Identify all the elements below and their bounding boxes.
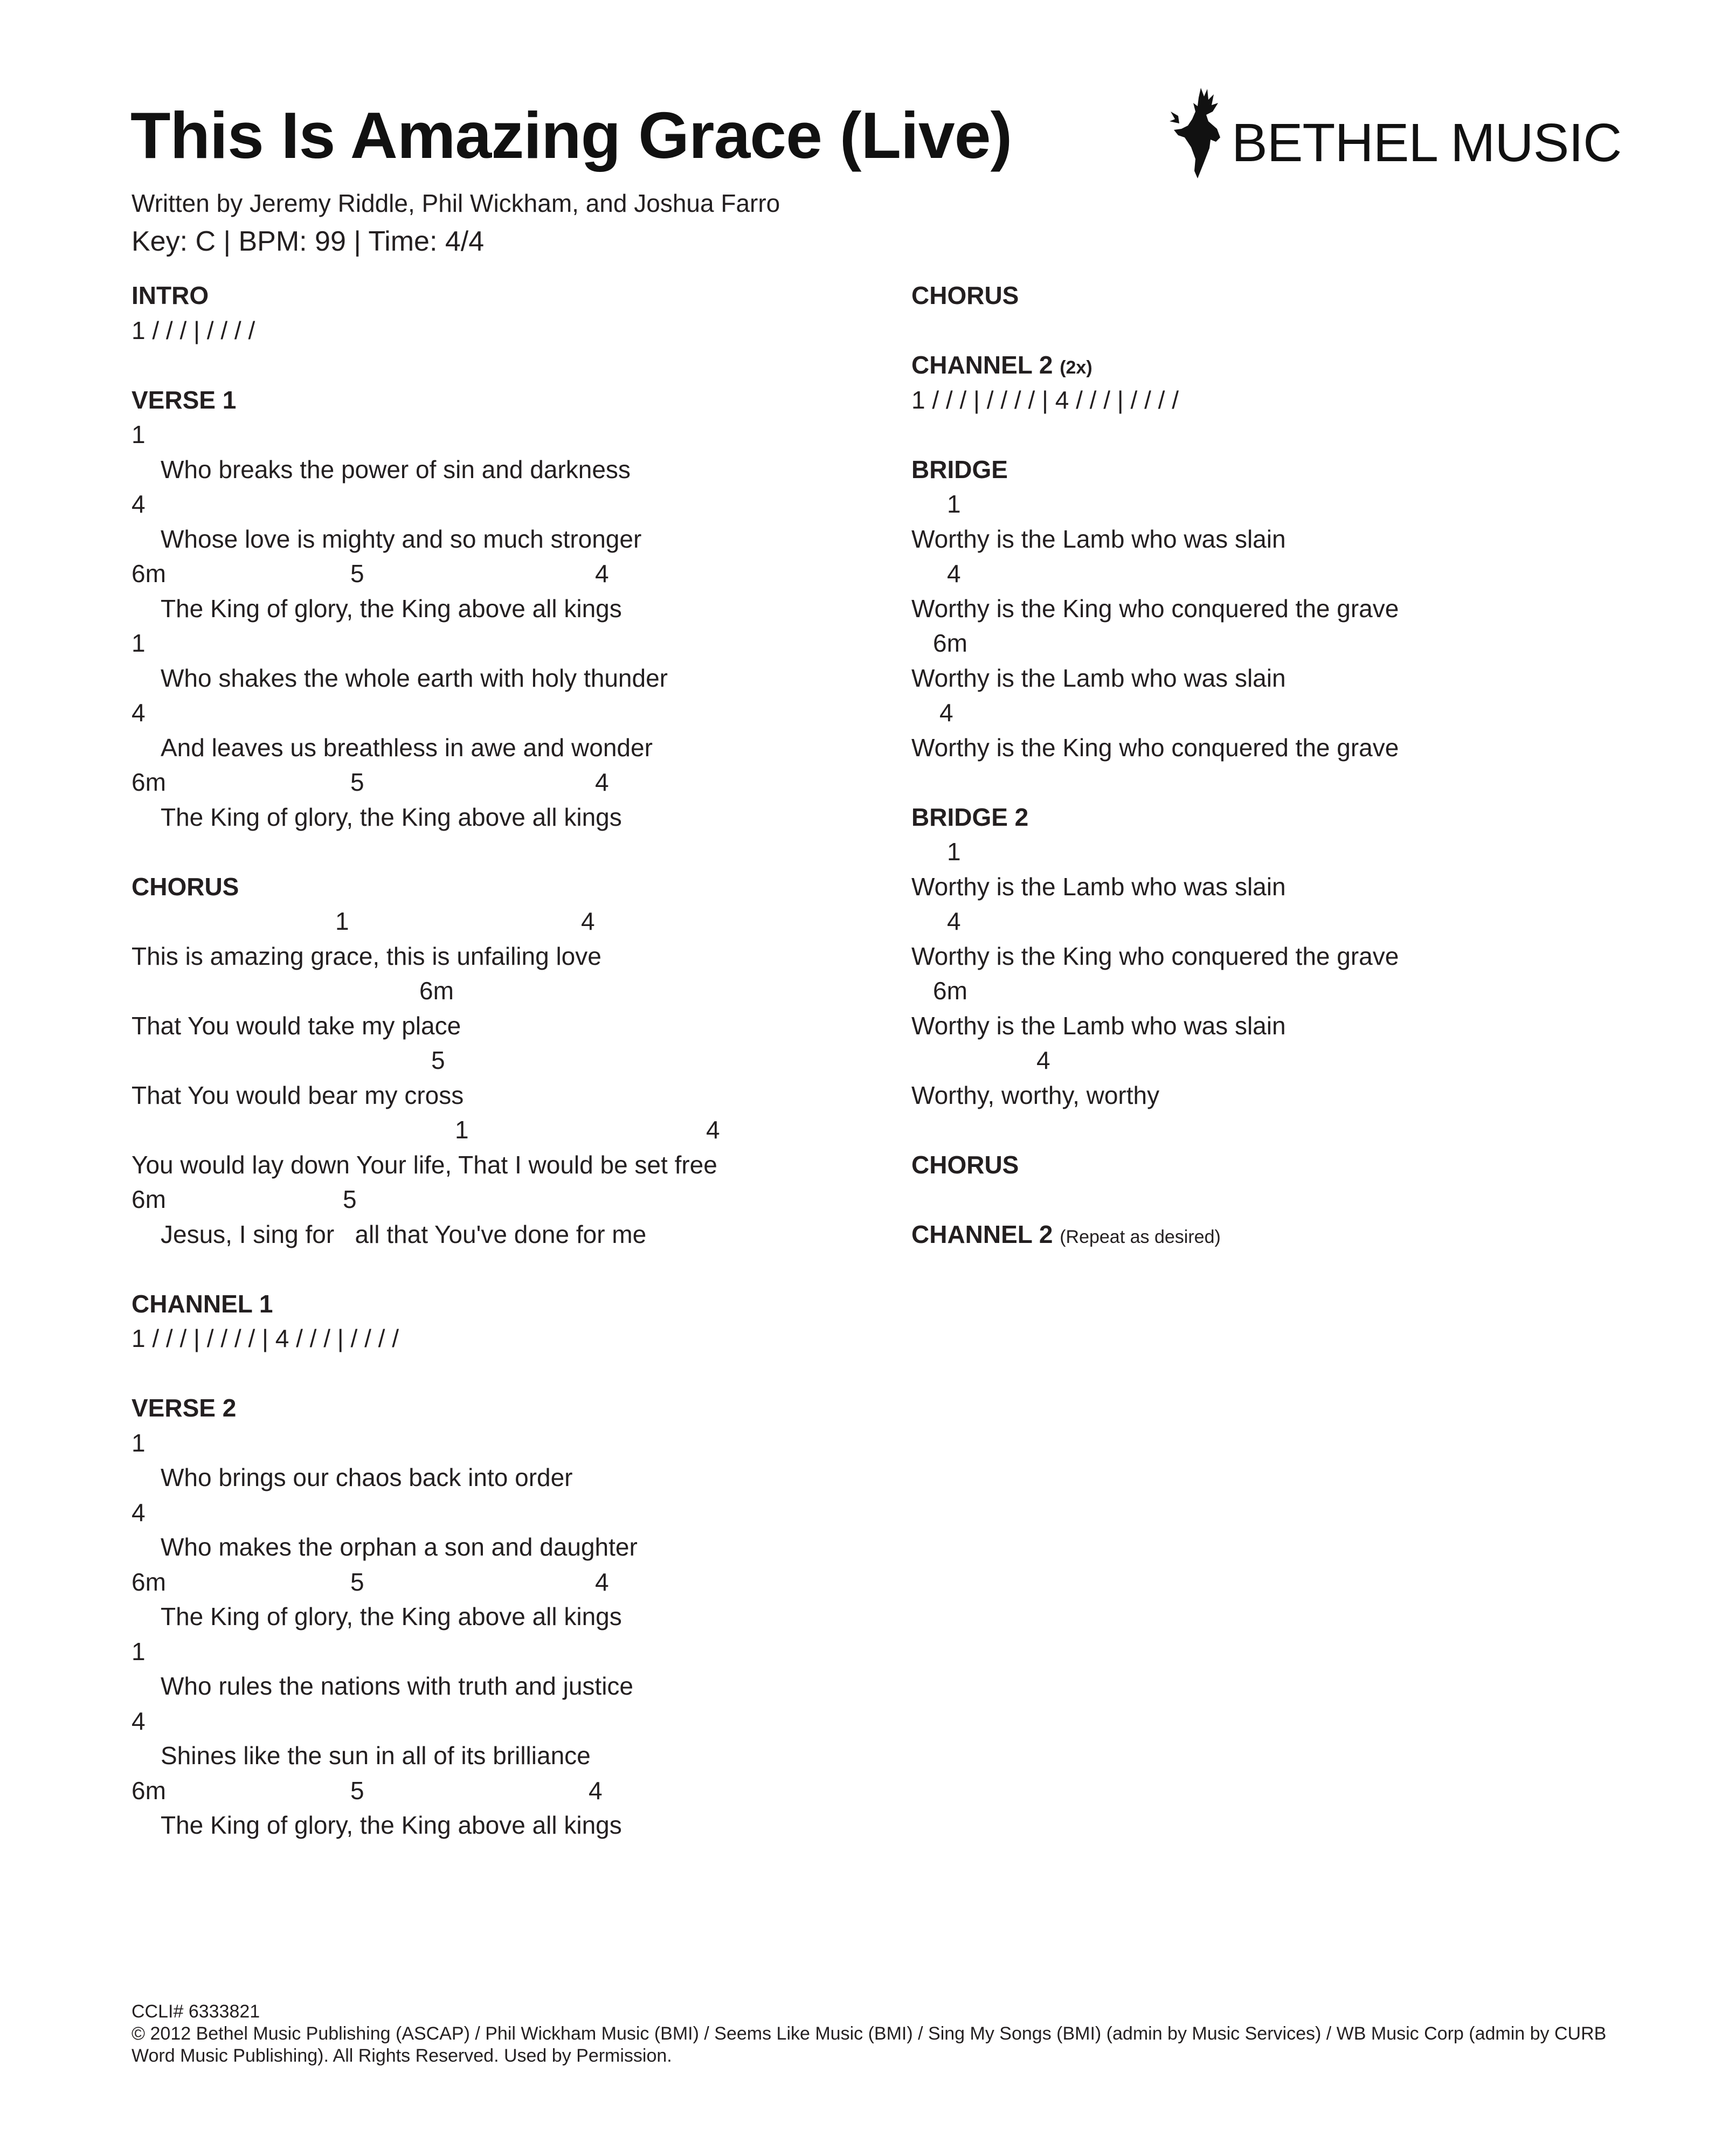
section-heading-intro: INTRO xyxy=(132,281,209,309)
chord-line xyxy=(132,1112,854,1148)
chord-line xyxy=(132,417,854,452)
chord: 4 xyxy=(947,907,961,935)
lyric-line: The King of glory, the King above all kings xyxy=(161,1602,622,1630)
song-title: This Is Amazing Grace (Live) xyxy=(130,99,1012,172)
chord: 4 xyxy=(132,1706,146,1735)
lyric-line: That You would bear my cross xyxy=(132,1081,464,1109)
lyric-line: Who breaks the power of sin and darkness xyxy=(161,455,631,483)
chord: 6m xyxy=(132,768,166,796)
section-label: CHANNEL 2 xyxy=(911,351,1053,379)
chord: 1 xyxy=(132,1428,146,1457)
chord: 4 xyxy=(132,699,146,727)
section-heading-channel-1: CHANNEL 1 xyxy=(132,1289,273,1318)
channel-1-pattern: 1 / / / | / / / / | 4 / / / | / / / / xyxy=(132,1324,399,1352)
lyric-line: You would lay down Your life, That I would be set free xyxy=(132,1150,717,1179)
chord: 4 xyxy=(595,768,609,796)
chord: 5 xyxy=(350,1567,364,1596)
chord-line xyxy=(911,834,1634,869)
bethel-music-logo xyxy=(1168,84,1622,186)
section-heading-chorus: CHORUS xyxy=(911,1150,1019,1179)
footer xyxy=(132,2001,1635,2067)
chord: 6m xyxy=(419,977,454,1005)
chord: 4 xyxy=(595,1567,609,1596)
chord: 1 xyxy=(947,490,961,518)
lyric-line: That You would take my place xyxy=(132,1011,461,1040)
chord: 6m xyxy=(933,629,967,657)
lyric-line: Worthy is the Lamb who was slain xyxy=(911,524,1286,553)
chord: 4 xyxy=(589,1776,603,1805)
chord-line xyxy=(132,556,854,591)
repeat-note: (Repeat as desired) xyxy=(1060,1226,1221,1247)
lyric-line: Who brings our chaos back into order xyxy=(161,1463,573,1491)
chord-line xyxy=(132,695,854,730)
chord: 5 xyxy=(431,1046,445,1074)
section-label: CHANNEL 2 xyxy=(911,1220,1053,1248)
writers-credit: Written by Jeremy Riddle, Phil Wickham, and Joshua Farro xyxy=(132,189,780,217)
lyric-line: Worthy is the King who conquered the grave xyxy=(911,942,1399,970)
left-column xyxy=(132,278,854,1843)
chord: 1 xyxy=(335,907,349,935)
section-heading-chorus: CHORUS xyxy=(911,281,1019,309)
chord-line xyxy=(911,904,1634,939)
lyric-line: Worthy is the Lamb who was slain xyxy=(911,1011,1286,1040)
chord: 4 xyxy=(706,1116,720,1144)
chord: 1 xyxy=(455,1116,469,1144)
chord: 6m xyxy=(132,1567,166,1596)
chord-line xyxy=(132,1565,854,1600)
chord: 4 xyxy=(939,699,953,727)
ccli-number: CCLI# 6333821 xyxy=(132,2001,260,2022)
lyric-line: Worthy, worthy, worthy xyxy=(911,1081,1160,1109)
chord: 4 xyxy=(1036,1046,1050,1074)
lyric-line: Who shakes the whole earth with holy thunder xyxy=(161,664,668,692)
chord-line xyxy=(911,973,1634,1008)
chord-line xyxy=(132,1426,854,1461)
chord: 4 xyxy=(581,907,595,935)
lyric-line: The King of glory, the King above all kings xyxy=(161,1811,622,1839)
chord-line xyxy=(132,1634,854,1669)
chord-line xyxy=(132,765,854,800)
section-heading-bridge-2: BRIDGE 2 xyxy=(911,803,1029,831)
lyric-line: The King of glory, the King above all kings xyxy=(161,803,622,831)
lyric-line: Worthy is the Lamb who was slain xyxy=(911,664,1286,692)
chord: 4 xyxy=(595,559,609,588)
chord: 5 xyxy=(350,1776,364,1805)
chord-line xyxy=(132,1043,854,1078)
chord: 1 xyxy=(132,420,146,448)
chord: 5 xyxy=(350,768,364,796)
lyric-line: Worthy is the Lamb who was slain xyxy=(911,872,1286,901)
chord: 1 xyxy=(132,1637,146,1666)
chord: 5 xyxy=(343,1185,357,1213)
lyric-line: Who makes the orphan a son and daughter xyxy=(161,1533,638,1561)
chord: 6m xyxy=(132,1776,166,1805)
section-heading-verse-2: VERSE 2 xyxy=(132,1394,237,1422)
chord-line xyxy=(132,1182,854,1217)
chord: 6m xyxy=(132,559,166,588)
chord-line xyxy=(911,626,1634,661)
section-heading-chorus: CHORUS xyxy=(132,872,239,901)
lyric-line: Whose love is mighty and so much stronger xyxy=(161,524,642,553)
chord-line xyxy=(911,695,1634,730)
chord: 4 xyxy=(132,1498,146,1526)
chord-line xyxy=(132,1773,854,1808)
lyric-line: And leaves us breathless in awe and wonder xyxy=(161,733,653,762)
intro-pattern: 1 / / / | / / / / xyxy=(132,316,255,344)
deer-head-icon xyxy=(1168,84,1228,186)
chord-line xyxy=(911,556,1634,591)
lyric-line: Who rules the nations with truth and justice xyxy=(161,1672,634,1700)
chord-line xyxy=(911,1043,1634,1078)
lyric-line: Worthy is the King who conquered the grave xyxy=(911,594,1399,623)
chord-line xyxy=(132,626,854,661)
chord-line xyxy=(132,904,854,939)
chord-line xyxy=(132,487,854,522)
chord-line xyxy=(132,1704,854,1739)
lyric-line: This is amazing grace, this is unfailing love xyxy=(132,942,601,970)
chord: 4 xyxy=(947,559,961,588)
lyric-line: Shines like the sun in all of its brilliance xyxy=(161,1742,591,1770)
chord-line xyxy=(132,1495,854,1530)
repeat-note: (2x) xyxy=(1060,357,1092,378)
chord: 5 xyxy=(350,559,364,588)
copyright-notice: © 2012 Bethel Music Publishing (ASCAP) / Phil Wickham Music (BMI) / Seems Like Music (BMI) / Sing My Songs (BMI) (admin by Music Services) / WB Music Corp (admin by CURB Word Music Publishing). All Rights Reserved. Used by Permission. xyxy=(132,2023,1607,2066)
channel-2-pattern: 1 / / / | / / / / | 4 / / / | / / / / xyxy=(911,385,1179,414)
section-heading-verse-1: VERSE 1 xyxy=(132,385,237,414)
lyric-line: The King of glory, the King above all kings xyxy=(161,594,622,623)
chord: 1 xyxy=(132,629,146,657)
chord: 6m xyxy=(933,977,967,1005)
chord-line xyxy=(911,487,1634,522)
chord-line xyxy=(132,973,854,1008)
chord: 4 xyxy=(132,490,146,518)
section-heading-channel-2 xyxy=(911,1217,1634,1252)
logo-text: BETHEL MUSIC xyxy=(1232,113,1622,173)
chord: 6m xyxy=(132,1185,166,1213)
lyric-line: Jesus, I sing for all that You've done for me xyxy=(161,1220,647,1248)
chord: 1 xyxy=(947,838,961,866)
section-heading-channel-2 xyxy=(911,348,1634,383)
section-heading-bridge: BRIDGE xyxy=(911,455,1008,483)
key-bpm-time: Key: C | BPM: 99 | Time: 4/4 xyxy=(132,226,485,257)
right-column xyxy=(911,278,1634,1252)
lyric-line: Worthy is the King who conquered the grave xyxy=(911,733,1399,762)
